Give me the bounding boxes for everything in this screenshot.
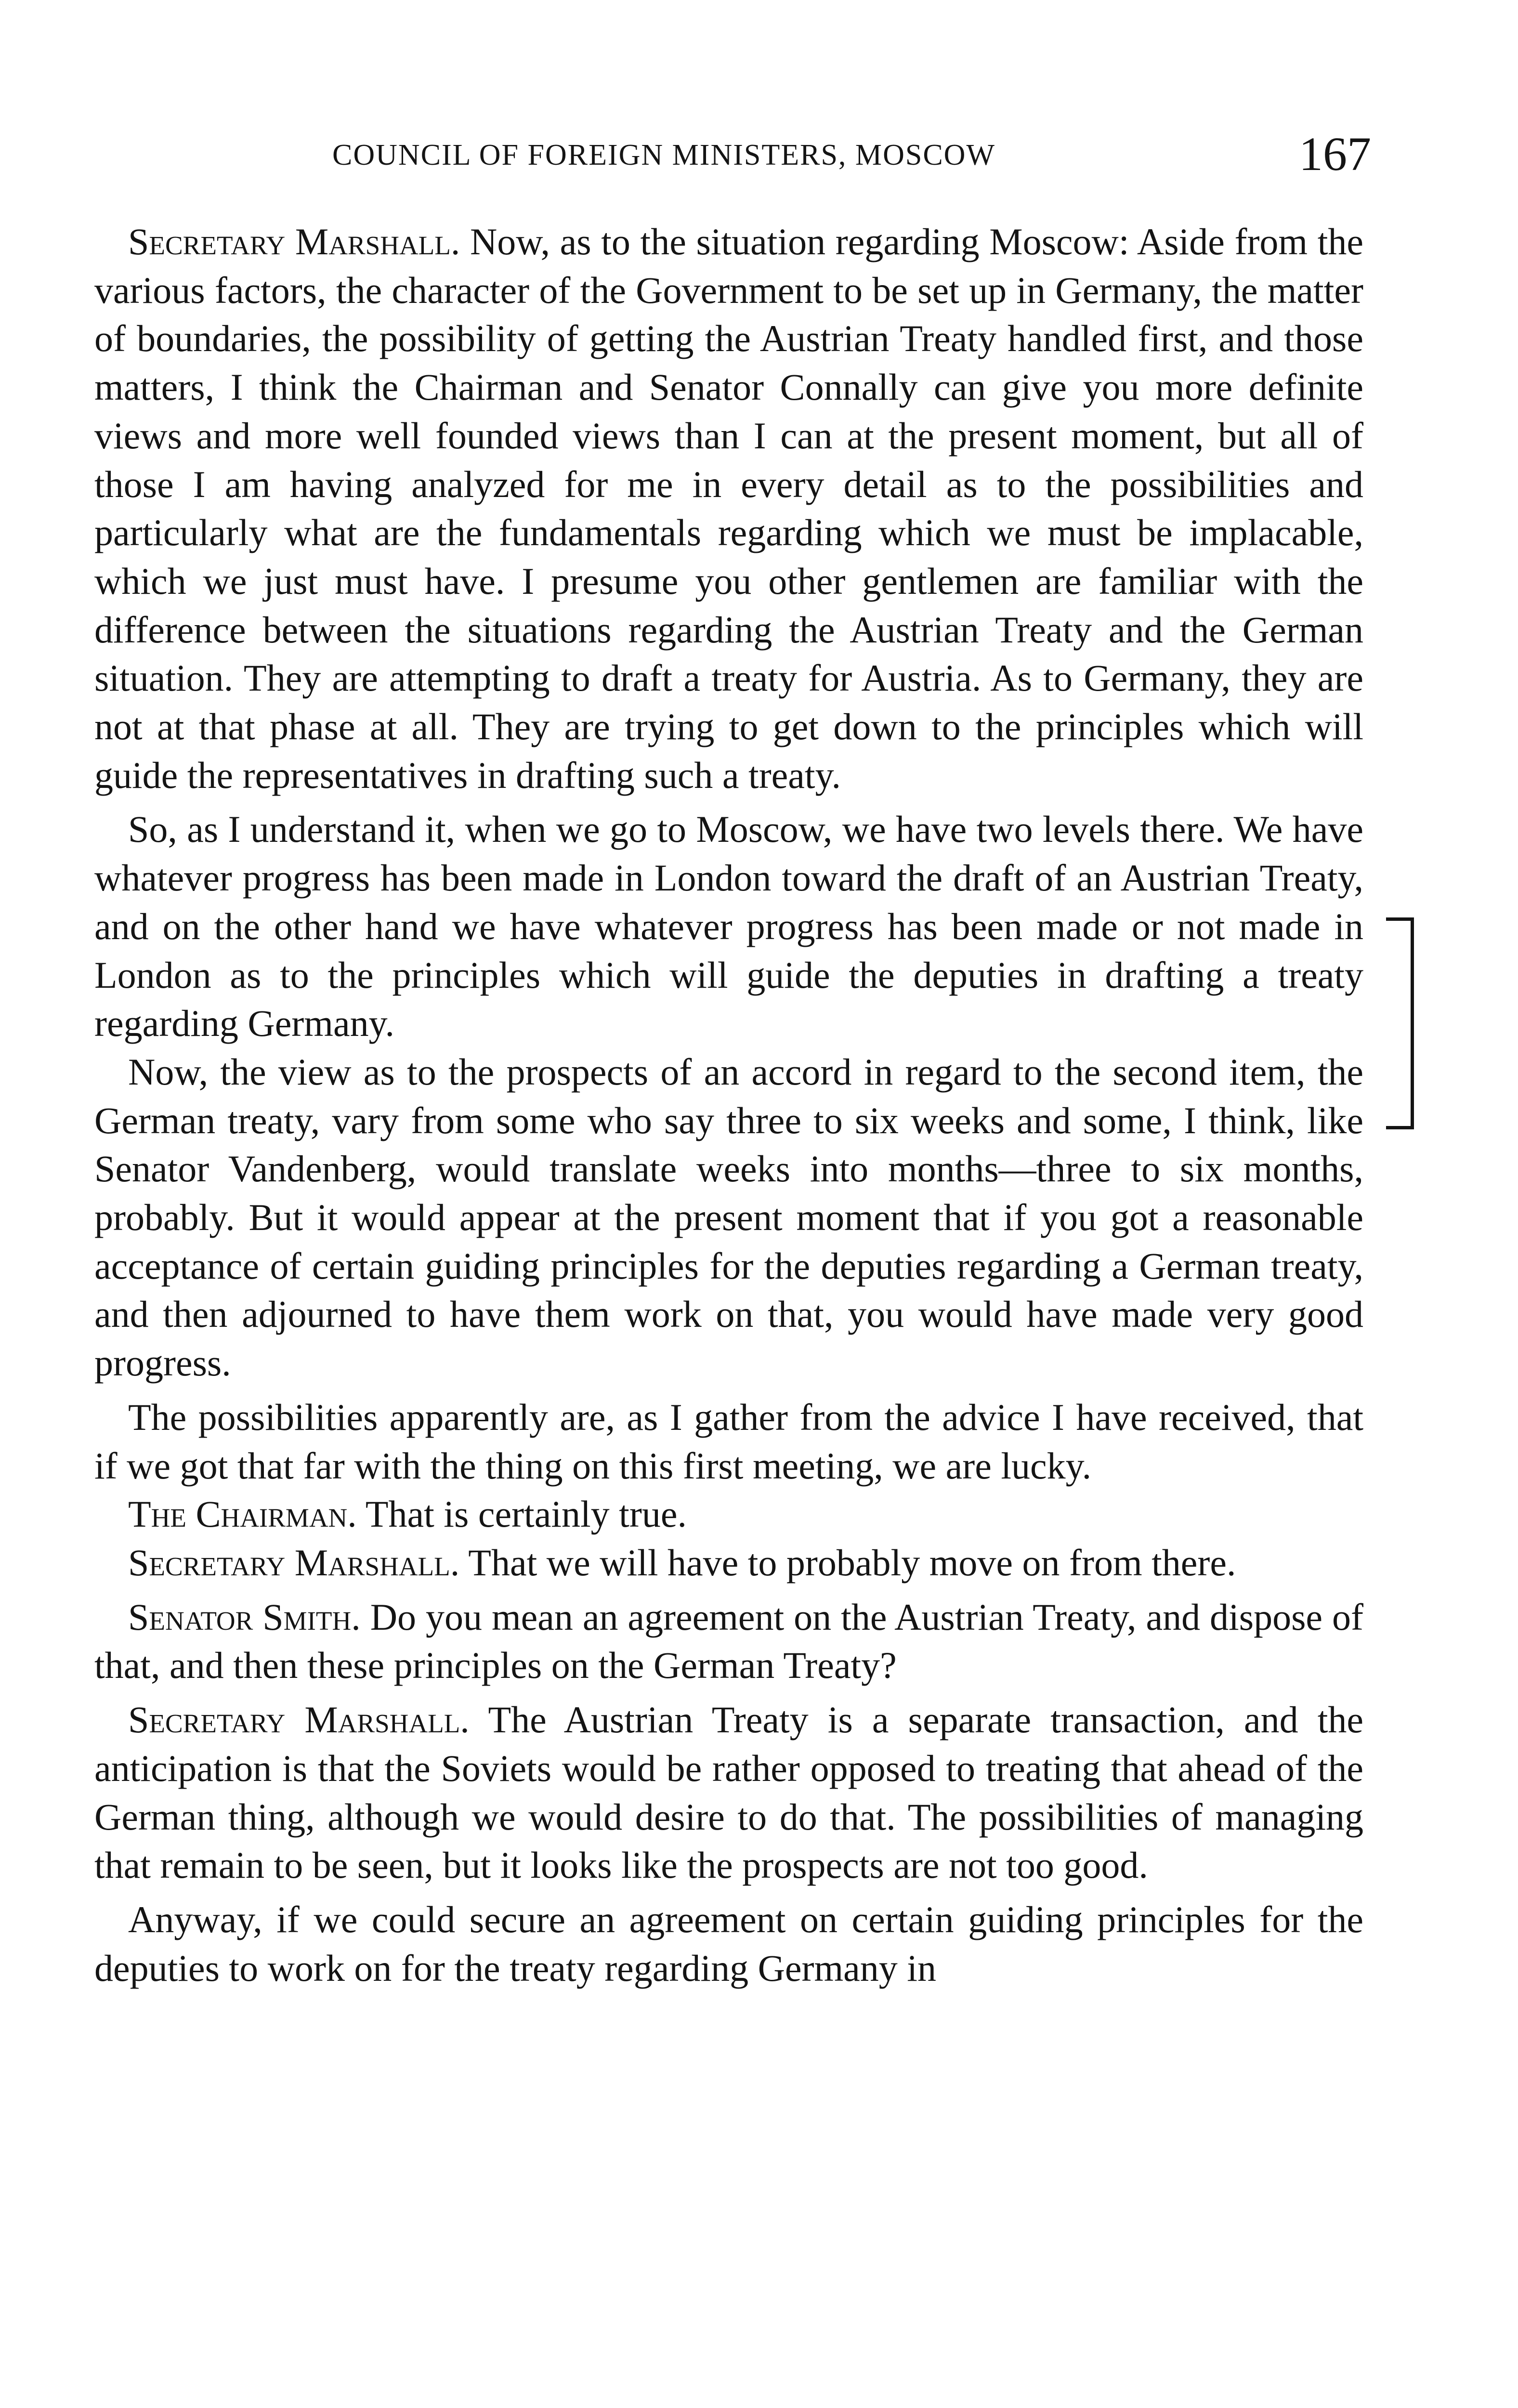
speaker-name: Senator Smith. [128,1596,361,1638]
page-number: 167 [1299,127,1371,181]
paragraph-text: Now, as to the situation regarding Moscow: Aside from the various factors, the character of the Government to be set up in Germany, the matter of boundaries, the possibility of getting the Austrian Treaty handled first, and those matters, I think the Chairman and Senator Connally can give you more definite views and more well founded views than I can at the present moment, but all of those I am having analyzed for me in every detail as to the possibilities and particularly what are the fundamentals regarding which we must be implacable, which we just must have. I presume you other gentlemen are familiar with the difference between the situations regarding the Austrian Treaty and the German situation. They are attempting to draft a treaty for Austria. As to Germany, they are not at that phase at all. They are trying to get down to the principles which will guide the representatives in drafting such a treaty. [94,221,1363,796]
paragraph [94,218,1363,799]
margin-bracket-mark [1386,917,1414,1129]
speaker-name: Secretary Marshall. [128,1541,460,1584]
paragraph-text: Anyway, if we could secure an agreement on certain guiding principles for the deputies to work on for the treaty regarding Germany in [94,1898,1363,1989]
paragraph-text: Now, the view as to the prospects of an accord in regard to the second item, the German treaty, vary from some who say three to six weeks and some, I think, like Senator Vandenberg, would translate weeks into months—three to six months, probably. But it would appear at the present moment that if you got a reasonable acceptance of certain guiding principles for the deputies regarding a German treaty, and then adjourned to have them work on that, you would have made very good progress. [94,1050,1363,1384]
running-head: COUNCIL OF FOREIGN MINISTERS, MOSCOW [332,139,995,171]
paragraph-text: That we will have to probably move on from there. [468,1541,1236,1584]
paragraph-text: Do you mean an agreement on the Austrian Treaty, and dispose of that, and then these principles on the German Treaty? [94,1596,1363,1687]
speaker-name: Secretary Marshall. [128,1699,470,1741]
paragraph [94,1696,1363,1890]
paragraph-text: So, as I understand it, when we go to Moscow, we have two levels there. We have whatever progress has been made in London toward the draft of an Austrian Treaty, and on the other hand we have whatever progress has been made or not made in London as to the principles which will guide the deputies in drafting a treaty regarding Germany. [94,808,1363,1045]
body-text [94,218,1363,1992]
paragraph [94,1393,1363,1490]
speaker-name: The Chairman. [128,1493,357,1535]
paragraph [94,805,1363,1048]
speaker-name: Secretary Marshall. [128,221,460,262]
paragraph [94,1539,1363,1587]
paragraph-text: The Austrian Treaty is a separate transaction, and the anticipation is that the Soviets would be rather opposed to treating that ahead of the German thing, although we would desire to do that. The possibilities of managing that remain to be seen, but it looks like the prospects are not too good. [94,1699,1364,1886]
paragraph [94,1048,1363,1387]
paragraph-text: That is certainly true. [365,1493,687,1535]
paragraph [94,1593,1363,1690]
paragraph-text: The possibilities apparently are, as I gather from the advice I have received, that if we got that far with the thing on this first meeting, we are lucky. [94,1396,1363,1487]
paragraph [94,1490,1363,1539]
paragraph [94,1896,1363,1992]
